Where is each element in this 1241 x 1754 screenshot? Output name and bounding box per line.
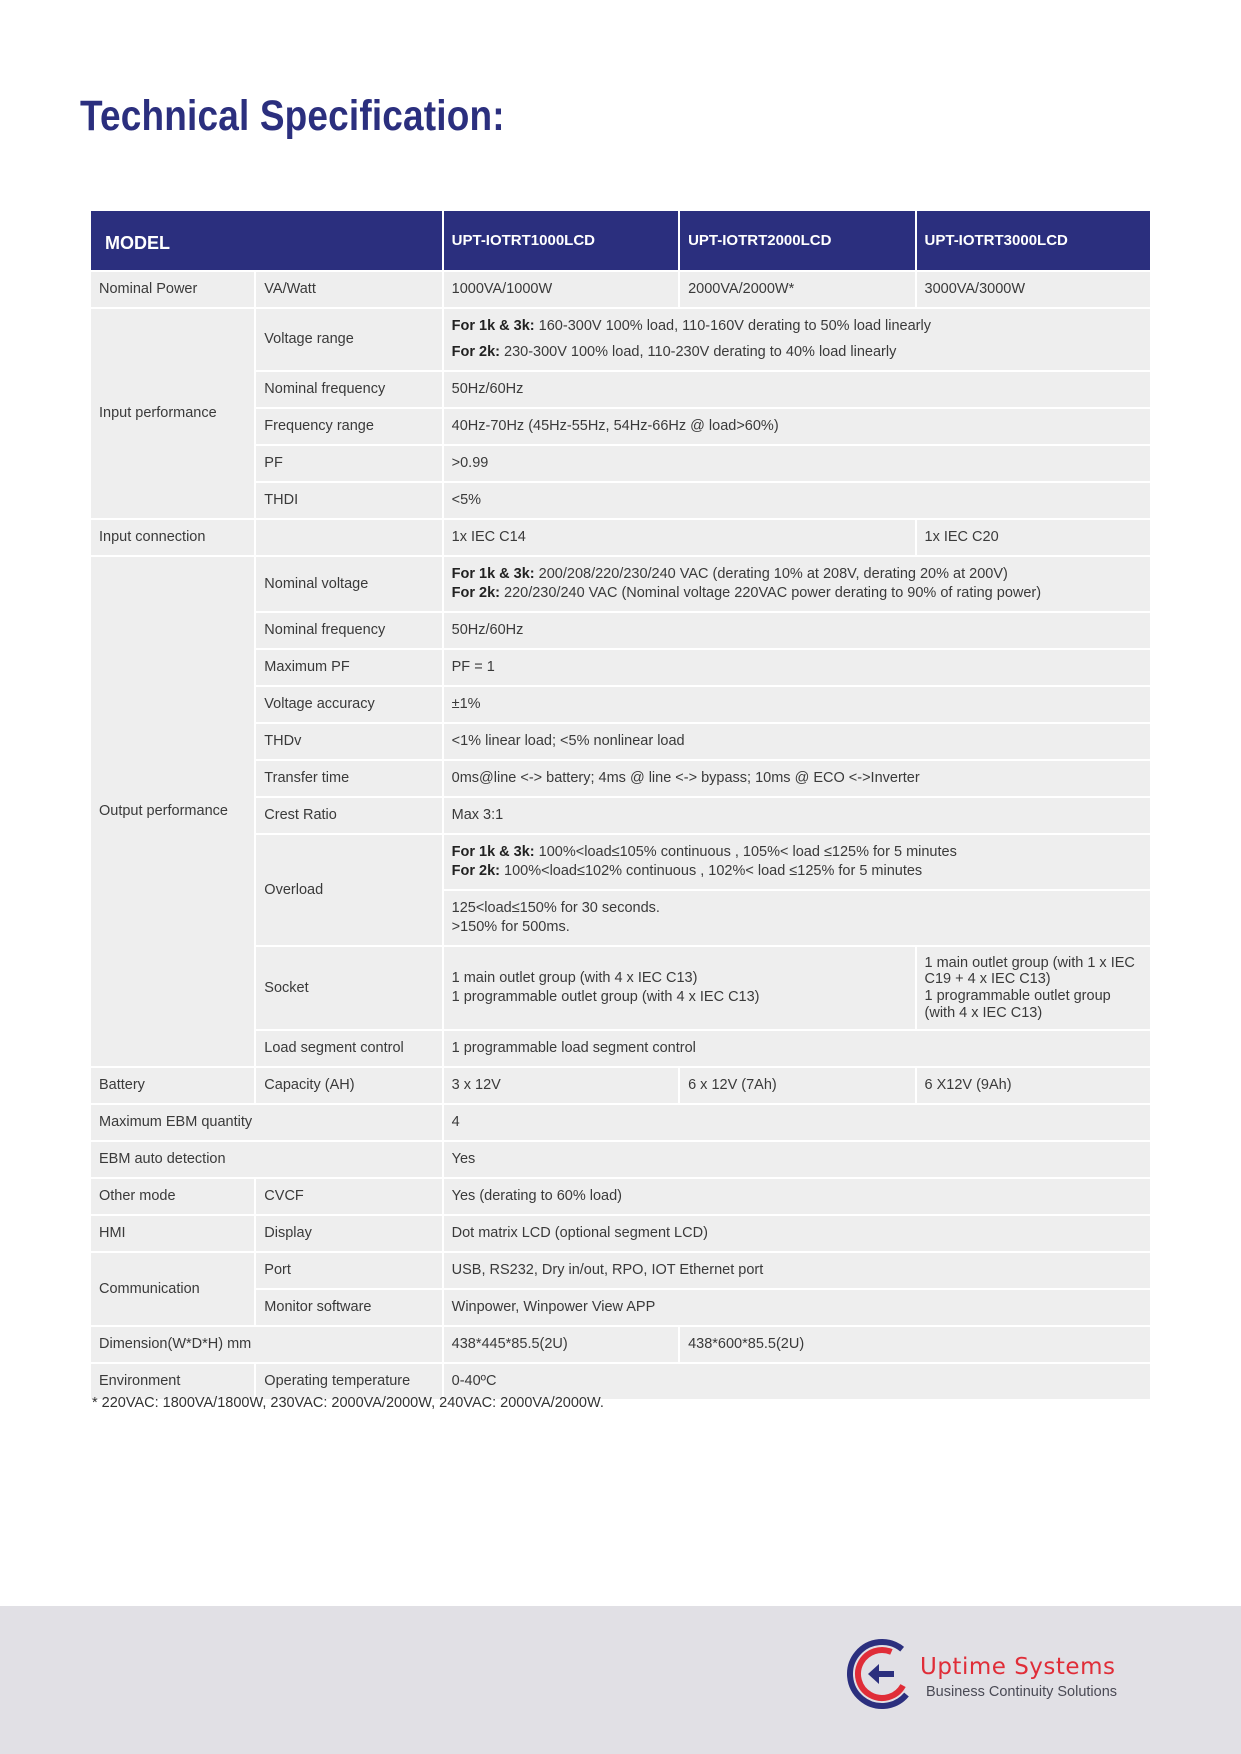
value-cell: 1000VA/1000W [444,272,678,307]
value-cell [444,835,1150,889]
value-text: 200/208/220/230/240 VAC (derating 10% at 208V, derating 20% at 200V) [534,566,1008,583]
value-cell: 6 X12V (9Ah) [917,1068,1150,1103]
value-cell: 0ms@line <-> battery; 4ms @ line <-> bypass; 10ms @ ECO <->Inverter [444,761,1150,796]
value-cell [917,947,1150,1029]
value-cell: 3000VA/3000W [917,272,1150,307]
value-text: >150% for 500ms. [451,919,570,935]
value-cell: <5% [444,483,1150,518]
value-text: 220/230/240 VAC (Nominal voltage 220VAC power derating to 90% of rating power) [499,585,1042,601]
row-category: Nominal Power [91,272,254,307]
value-cell: 1x IEC C14 [444,520,915,555]
row-param: Overload [256,835,441,945]
table-row [91,309,1150,370]
row-param: Display [256,1216,441,1251]
table-row [91,1105,1150,1140]
page-title: Technical Specification: [80,92,505,140]
row-param: Port [256,1253,441,1288]
value-text: 160-300V 100% load, 110-160V derating to 50% load linearly [534,318,931,335]
value-cell: <1% linear load; <5% nonlinear load [444,724,1150,759]
value-cell: USB, RS232, Dry in/out, RPO, IOT Ethernet port [444,1253,1150,1288]
value-cell: 0-40ºC [444,1364,1150,1399]
row-param: THDv [256,724,441,759]
value-cell: Yes [444,1142,1150,1177]
row-category: Output performance [91,557,254,1066]
value-cell: PF = 1 [444,650,1150,685]
bold-label: For 1k & 3k: [451,844,535,861]
value-cell: 50Hz/60Hz [444,613,1150,648]
bold-label: For 2k: [451,344,500,360]
row-param: Transfer time [256,761,441,796]
value-cell: 438*600*85.5(2U) [680,1327,1150,1362]
company-logo [846,1636,1146,1716]
row-param: Operating temperature [256,1364,441,1399]
header-model-1000: UPT-IOTRT1000LCD [444,211,678,270]
row-param: Load segment control [256,1031,441,1066]
table-row [91,520,1150,555]
value-cell: Winpower, Winpower View APP [444,1290,1150,1325]
row-param: Voltage range [256,309,441,370]
value-cell: 1 programmable load segment control [444,1031,1150,1066]
bold-label: For 2k: [451,585,500,601]
row-category: Maximum EBM quantity [91,1105,442,1140]
value-cell [444,309,1150,370]
row-category: Other mode [91,1179,254,1214]
value-cell: 438*445*85.5(2U) [444,1327,678,1362]
row-param: CVCF [256,1179,441,1214]
value-cell: 4 [444,1105,1150,1140]
row-category: Input connection [91,520,254,555]
value-cell [444,891,1150,945]
logo-tagline: Business Continuity Solutions [926,1684,1118,1700]
table-row [91,1216,1150,1251]
row-param: Nominal frequency [256,613,441,648]
value-cell: 50Hz/60Hz [444,372,1150,407]
table-row [91,1068,1150,1103]
row-category: EBM auto detection [91,1142,442,1177]
value-text: 100%<load≤105% continuous , 105%< load ≤125% for 5 minutes [534,844,957,861]
row-param: Nominal frequency [256,372,441,407]
row-param: Voltage accuracy [256,687,441,722]
table-row [91,1253,1150,1288]
footnote: * 220VAC: 1800VA/1800W, 230VAC: 2000VA/2000W, 240VAC: 2000VA/2000W. [92,1395,604,1411]
bold-label: For 1k & 3k: [451,566,535,583]
value-text: 1 main outlet group (with 4 x IEC C13) [451,970,698,987]
row-param: Nominal voltage [256,557,441,611]
value-cell [444,557,1150,611]
table-row [91,1327,1150,1362]
row-param: THDI [256,483,441,518]
value-cell: 6 x 12V (7Ah) [680,1068,914,1103]
spec-table [89,209,1152,1401]
bold-label: For 2k: [451,863,500,879]
value-cell: >0.99 [444,446,1150,481]
table-row [91,1364,1150,1399]
table-row [91,557,1150,611]
row-param: PF [256,446,441,481]
uptime-logo-icon [846,1636,922,1712]
value-cell: 2000VA/2000W* [680,272,914,307]
row-category: Input performance [91,309,254,518]
value-cell: 40Hz-70Hz (45Hz-55Hz, 54Hz-66Hz @ load>60%) [444,409,1150,444]
value-cell: 3 x 12V [444,1068,678,1103]
row-param: Capacity (AH) [256,1068,441,1103]
value-text: 1 programmable outlet group (with 4 x IEC C13) [924,988,1111,1021]
row-param: Crest Ratio [256,798,441,833]
row-param: Frequency range [256,409,441,444]
table-header-row [91,211,1150,270]
logo-name: Uptime Systems [920,1654,1116,1680]
row-category: Dimension(W*D*H) mm [91,1327,442,1362]
header-model-3000: UPT-IOTRT3000LCD [917,211,1150,270]
row-category: Environment [91,1364,254,1399]
value-text: 1 programmable outlet group (with 4 x IEC C13) [451,989,760,1005]
header-model-2000: UPT-IOTRT2000LCD [680,211,914,270]
header-model: MODEL [91,211,442,270]
value-text: 100%<load≤102% continuous , 102%< load ≤125% for 5 minutes [499,863,923,879]
table-row [91,1179,1150,1214]
value-cell: Dot matrix LCD (optional segment LCD) [444,1216,1150,1251]
table-row [91,1142,1150,1177]
row-param [256,520,441,555]
table-row [91,272,1150,307]
bold-label: For 1k & 3k: [451,318,535,335]
value-cell [444,947,915,1029]
value-text: 1 main outlet group (with 1 x IEC C19 + 4 x IEC C13) [924,954,1135,988]
value-text: 230-300V 100% load, 110-230V derating to 40% load linearly [499,344,897,360]
value-cell: Yes (derating to 60% load) [444,1179,1150,1214]
row-param: Socket [256,947,441,1029]
row-category: HMI [91,1216,254,1251]
value-cell: ±1% [444,687,1150,722]
value-text: 125<load≤150% for 30 seconds. [451,900,660,917]
row-param: VA/Watt [256,272,441,307]
row-category: Battery [91,1068,254,1103]
value-cell: 1x IEC C20 [917,520,1150,555]
row-category: Communication [91,1253,254,1325]
row-param: Monitor software [256,1290,441,1325]
row-param: Maximum PF [256,650,441,685]
value-cell: Max 3:1 [444,798,1150,833]
